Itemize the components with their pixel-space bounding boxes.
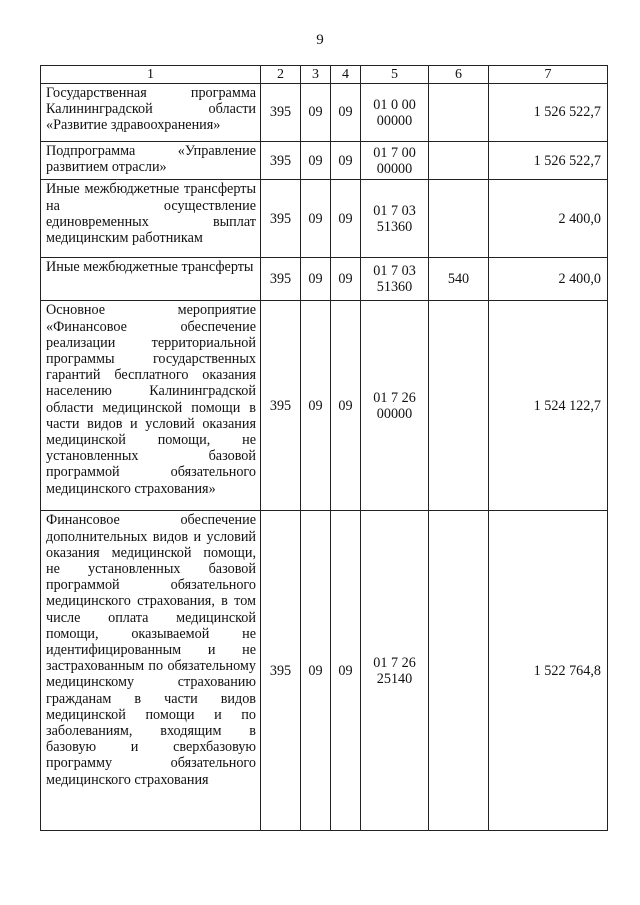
header-row — [41, 66, 608, 84]
target-article-code-part2: 00000 — [376, 112, 413, 129]
target-article-code — [361, 180, 429, 258]
target-article-code-part2: 51360 — [376, 218, 413, 235]
admin-code: 395 — [261, 258, 301, 301]
expense-type-code — [429, 84, 489, 142]
target-article-code-part1: 01 0 00 — [373, 96, 416, 113]
subsection-code: 09 — [331, 258, 361, 301]
amount: 1 524 122,7 — [489, 301, 608, 511]
target-article-code — [361, 142, 429, 180]
row-name: Основное мероприятие «Финансовое обеспечение реализации территориальной программы государственных гарантий бесплатного оказания населению Калининградской области медицинской помощи в части видов и условий оказания медицинской помощи, не установленных базовой программой обязательного медицинского страхования» — [41, 301, 261, 511]
section-code: 09 — [301, 511, 331, 831]
admin-code: 395 — [261, 142, 301, 180]
subsection-code: 09 — [331, 301, 361, 511]
budget-table — [40, 65, 608, 831]
column-header: 3 — [301, 66, 331, 84]
amount: 1 526 522,7 — [489, 84, 608, 142]
amount: 2 400,0 — [489, 180, 608, 258]
expense-type-code — [429, 180, 489, 258]
section-code: 09 — [301, 258, 331, 301]
section-code: 09 — [301, 142, 331, 180]
row-name: Иные межбюджетные трансферты на осуществление единовременных выплат медицинским работникам — [41, 180, 261, 258]
section-code: 09 — [301, 84, 331, 142]
target-article-code-part2: 25140 — [376, 670, 413, 687]
target-article-code — [361, 301, 429, 511]
section-code: 09 — [301, 180, 331, 258]
target-article-code-part1: 01 7 03 — [373, 263, 416, 280]
admin-code: 395 — [261, 511, 301, 831]
target-article-code-part2: 00000 — [376, 160, 413, 177]
table-row — [41, 511, 608, 831]
section-code: 09 — [301, 301, 331, 511]
table-row — [41, 142, 608, 180]
subsection-code: 09 — [331, 511, 361, 831]
amount: 2 400,0 — [489, 258, 608, 301]
table-row — [41, 84, 608, 142]
admin-code: 395 — [261, 84, 301, 142]
subsection-code: 09 — [331, 180, 361, 258]
admin-code: 395 — [261, 180, 301, 258]
column-header: 5 — [361, 66, 429, 84]
target-article-code-part1: 01 7 26 — [373, 654, 416, 671]
target-article-code-part2: 51360 — [376, 279, 413, 296]
target-article-code — [361, 258, 429, 301]
amount: 1 522 764,8 — [489, 511, 608, 831]
table-row — [41, 258, 608, 301]
row-name: Финансовое обеспечение дополнительных видов и условий оказания медицинской помощи, не установленных базовой программой обязательного медицинского страхования, в том числе оплата медицинской помощи, оказываемой не идентифицированным и не застрахованным по обязательному медицинскому страхованию гражданам в части видов медицинской помощи и по заболеваниям, входящим в базовую и сверхбазовую программу обязательного медицинского страхования — [41, 511, 261, 831]
column-header: 6 — [429, 66, 489, 84]
target-article-code-part1: 01 7 00 — [373, 144, 416, 161]
column-header: 1 — [41, 66, 261, 84]
subsection-code: 09 — [331, 84, 361, 142]
column-header: 2 — [261, 66, 301, 84]
expense-type-code — [429, 142, 489, 180]
expense-type-code — [429, 301, 489, 511]
row-name: Государственная программа Калининградской области «Развитие здравоохранения» — [41, 84, 261, 142]
page-number: 9 — [316, 32, 324, 48]
expense-type-code: 540 — [429, 258, 489, 301]
expense-type-code — [429, 511, 489, 831]
admin-code: 395 — [261, 301, 301, 511]
table-row — [41, 180, 608, 258]
subsection-code: 09 — [331, 142, 361, 180]
target-article-code-part2: 00000 — [376, 405, 413, 422]
target-article-code — [361, 84, 429, 142]
column-header: 7 — [489, 66, 608, 84]
target-article-code-part1: 01 7 03 — [373, 202, 416, 219]
row-name: Подпрограмма «Управление развитием отрасли» — [41, 142, 261, 180]
row-name: Иные межбюджетные трансферты — [41, 258, 261, 301]
target-article-code-part1: 01 7 26 — [373, 389, 416, 406]
column-header: 4 — [331, 66, 361, 84]
table-row — [41, 301, 608, 511]
target-article-code — [361, 511, 429, 831]
amount: 1 526 522,7 — [489, 142, 608, 180]
